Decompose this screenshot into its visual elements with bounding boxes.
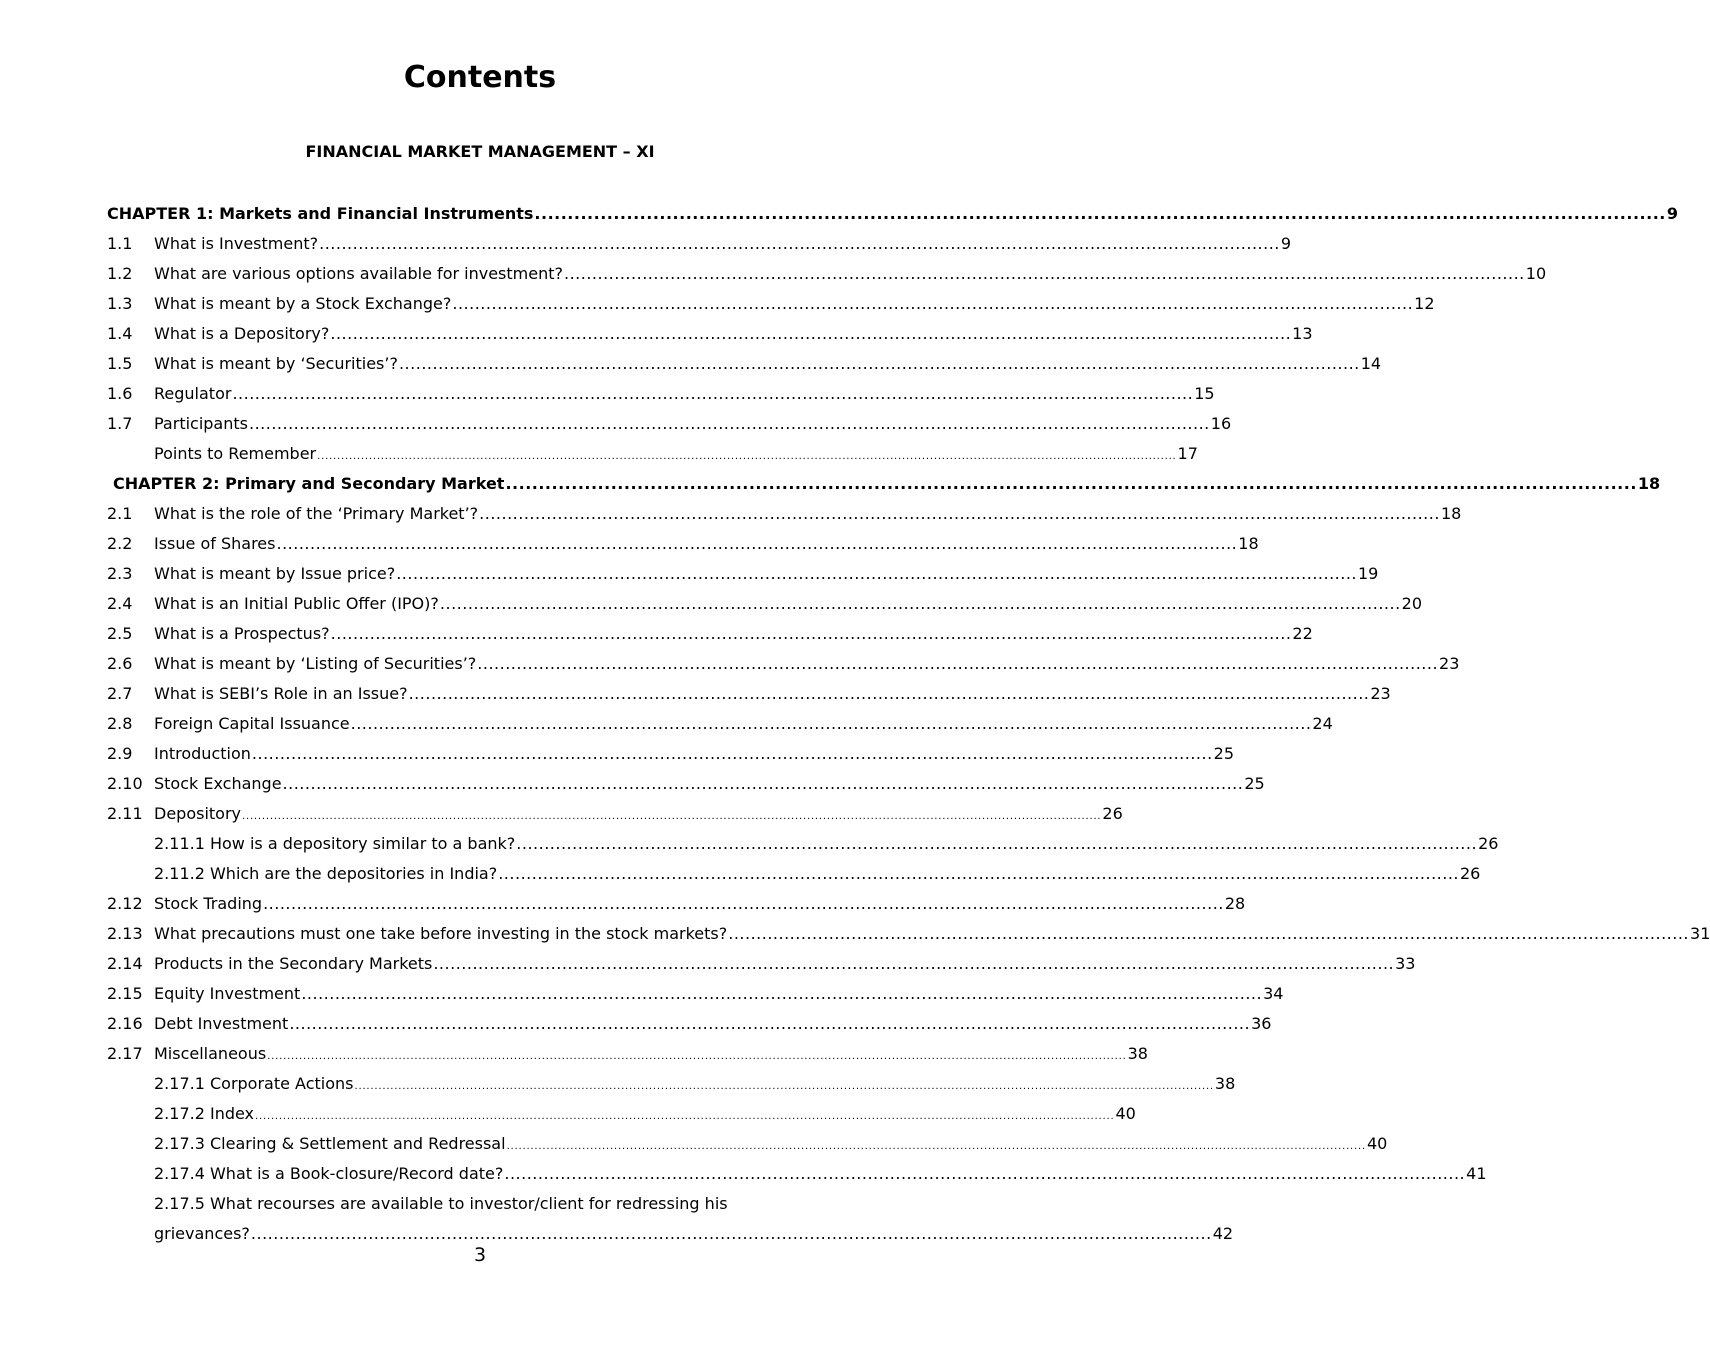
dot-leader: ............................................................................................................................................................................ — [282, 774, 1244, 793]
item-number: 2.10 — [107, 774, 143, 793]
page-number: 23 — [1439, 654, 1460, 673]
item-title: What is the role of the ‘Primary Market’? — [154, 504, 479, 523]
item-title: What is an Initial Public Offer (IPO)? — [154, 594, 439, 613]
item-title: 2.17.1 Corporate Actions — [154, 1074, 354, 1093]
page-number: 14 — [1360, 354, 1382, 373]
page-number: 17 — [1177, 444, 1198, 463]
item-number: 2.3 — [107, 564, 133, 583]
item-title: Regulator — [154, 384, 232, 403]
page-number: 31 — [1690, 924, 1710, 943]
page-number: 33 — [1395, 954, 1416, 973]
page-number: 28 — [1224, 894, 1246, 913]
toc-item-first-line[interactable]: 2.17.5 What recourses are available to investor/client for redressing his — [154, 1194, 728, 1213]
chapter-label: CHAPTER 1: Markets and Financial Instruments — [107, 204, 534, 223]
item-title: Depository — [154, 804, 241, 823]
page-number: 18 — [1637, 474, 1661, 493]
toc-item[interactable] — [107, 769, 1265, 799]
dot-leader: ............................................................................................................................................................................ — [263, 894, 1224, 913]
item-number: 1.3 — [107, 294, 133, 313]
dot-leader: ............................................................................................................................................................................ — [516, 834, 1478, 853]
toc-item[interactable] — [107, 919, 1710, 949]
dot-leader: ............................................................................................................................................................................ — [433, 954, 1395, 973]
page-number: 20 — [1401, 594, 1423, 613]
dot-leader: ............................................................................................................................................................................ — [408, 684, 1370, 703]
page-number: 22 — [1292, 624, 1313, 643]
item-title: What is meant by ‘Listing of Securities’? — [154, 654, 477, 673]
item-title: What is a Depository? — [154, 324, 330, 343]
dot-leader: ........................................................................................................................................................................................................................ — [242, 811, 1102, 822]
item-title: What are various options available for investment? — [154, 264, 563, 283]
page-number: 12 — [1414, 294, 1435, 313]
page-number: 25 — [1244, 774, 1265, 793]
item-number: 2.5 — [107, 624, 133, 643]
page-number: 36 — [1251, 1014, 1272, 1033]
item-number: 1.6 — [107, 384, 133, 403]
item-number: 2.11 — [107, 804, 143, 823]
dot-leader: ............................................................................................................................................................................ — [250, 1224, 1212, 1243]
page-number: 38 — [1214, 1074, 1236, 1093]
dot-leader: ............................................................................................................................................................................ — [479, 504, 1440, 523]
page-title: Contents — [403, 60, 557, 95]
page-number: 13 — [1292, 324, 1313, 343]
page-number: 23 — [1370, 684, 1391, 703]
dot-leader: ............................................................................................................................................................................ — [301, 984, 1263, 1003]
item-title: Debt Investment — [154, 1014, 289, 1033]
toc-item[interactable] — [107, 949, 1416, 979]
page-number: 26 — [1478, 834, 1499, 853]
item-title: 2.11.2 Which are the depositories in India? — [154, 864, 498, 883]
page-number: 19 — [1358, 564, 1379, 583]
toc-item[interactable] — [154, 1099, 1136, 1129]
item-title: What is meant by a Stock Exchange? — [154, 294, 452, 313]
page-footer-number: 3 — [473, 1244, 487, 1266]
dot-leader: ............................................................................................................................................................................ — [498, 864, 1459, 883]
toc-item[interactable] — [154, 1159, 1487, 1189]
page-number: 24 — [1312, 714, 1333, 733]
item-number: 1.1 — [107, 234, 133, 253]
dot-leader: ........................................................................................................................................................................................................................ — [354, 1081, 1214, 1092]
toc-item[interactable] — [107, 259, 1547, 289]
toc-item[interactable] — [107, 619, 1313, 649]
item-number: 1.4 — [107, 324, 133, 343]
page-number: 38 — [1127, 1044, 1148, 1063]
item-number: 2.13 — [107, 924, 143, 943]
item-number: 1.7 — [107, 414, 133, 433]
toc-item[interactable] — [107, 1009, 1272, 1039]
toc-item[interactable] — [107, 349, 1382, 379]
item-number: 2.9 — [107, 744, 133, 763]
item-title: Stock Trading — [154, 894, 263, 913]
toc-item[interactable] — [107, 889, 1246, 919]
item-title: 2.11.1 How is a depository similar to a bank? — [154, 834, 516, 853]
dot-leader: ............................................................................................................................................................................ — [452, 294, 1414, 313]
toc-chapter-2[interactable] — [113, 469, 1661, 499]
dot-leader: ............................................................................................................................................................................ — [439, 594, 1401, 613]
item-number: 2.15 — [107, 984, 143, 1003]
toc-item[interactable] — [107, 289, 1435, 319]
dot-leader: ............................................................................................................................................................................ — [248, 414, 1210, 433]
toc-item[interactable] — [107, 1039, 1148, 1069]
toc-item[interactable] — [107, 379, 1215, 409]
page-number: 10 — [1525, 264, 1547, 283]
toc-item[interactable] — [107, 679, 1391, 709]
toc-chapter-1[interactable] — [107, 199, 1678, 229]
toc-item[interactable] — [107, 319, 1313, 349]
toc-item[interactable] — [107, 979, 1284, 1009]
dot-leader: ............................................................................................................................................................................ — [396, 564, 1357, 583]
item-number: 1.2 — [107, 264, 133, 283]
item-title: grievances? — [154, 1224, 250, 1243]
page-number: 40 — [1366, 1134, 1388, 1153]
item-number: 2.8 — [107, 714, 133, 733]
item-title: What is Investment? — [154, 234, 319, 253]
item-title: Participants — [154, 414, 248, 433]
item-number: 2.12 — [107, 894, 143, 913]
item-title: Issue of Shares — [154, 534, 276, 553]
toc-item[interactable] — [107, 439, 1198, 469]
dot-leader: ............................................................................................................................................................................ — [477, 654, 1439, 673]
toc-item[interactable] — [154, 1069, 1236, 1099]
dot-leader: ............................................................................................................................................................................ — [398, 354, 1360, 373]
page-number: 15 — [1194, 384, 1215, 403]
toc-item[interactable] — [107, 589, 1423, 619]
dot-leader: ........................................................................................................................................................................................................................ — [317, 451, 1177, 462]
toc-item[interactable] — [107, 499, 1462, 529]
dot-leader: ............................................................................................................................................................................ — [505, 474, 1637, 493]
dot-leader: ............................................................................................................................................................................ — [563, 264, 1525, 283]
item-title: Miscellaneous — [154, 1044, 267, 1063]
page-number: 18 — [1238, 534, 1259, 553]
toc-item[interactable] — [107, 709, 1333, 739]
page-number: 34 — [1263, 984, 1284, 1003]
page-number: 9 — [1280, 234, 1292, 253]
item-number: 2.17 — [107, 1044, 143, 1063]
item-title: What is meant by ‘Securities’? — [154, 354, 398, 373]
item-title: Products in the Secondary Markets — [154, 954, 433, 973]
page-number: 41 — [1466, 1164, 1487, 1183]
item-number: 2.7 — [107, 684, 133, 703]
toc-item[interactable] — [107, 529, 1259, 559]
dot-leader: ............................................................................................................................................................................ — [276, 534, 1238, 553]
item-title: Introduction — [154, 744, 251, 763]
toc-item[interactable] — [154, 829, 1499, 859]
toc-item[interactable] — [107, 799, 1123, 829]
dot-leader: ............................................................................................................................................................................ — [350, 714, 1312, 733]
toc-item[interactable] — [107, 229, 1292, 259]
item-title: Points to Remember — [154, 444, 317, 463]
page-number: 18 — [1440, 504, 1462, 523]
page-number: 16 — [1210, 414, 1232, 433]
dot-leader: ............................................................................................................................................................................ — [330, 624, 1292, 643]
item-title: What is SEBI’s Role in an Issue? — [154, 684, 408, 703]
toc-item[interactable] — [154, 859, 1481, 889]
item-title: Stock Exchange — [154, 774, 282, 793]
item-title: 2.17.4 What is a Book-closure/Record date? — [154, 1164, 504, 1183]
dot-leader: ............................................................................................................................................................................ — [319, 234, 1280, 253]
item-number: 2.2 — [107, 534, 133, 553]
dot-leader: ............................................................................................................................................................................ — [330, 324, 1292, 343]
toc-item[interactable] — [107, 649, 1460, 679]
page-number: 26 — [1102, 804, 1123, 823]
chapter-label: CHAPTER 2: Primary and Secondary Market — [113, 474, 505, 493]
dot-leader: ........................................................................................................................................................................................................................ — [255, 1111, 1115, 1122]
dot-leader: ........................................................................................................................................................................................................................ — [267, 1051, 1127, 1062]
dot-leader: ............................................................................................................................................................................ — [232, 384, 1194, 403]
page-number: 40 — [1115, 1104, 1136, 1123]
dot-leader: ............................................................................................................................................................................ — [251, 744, 1213, 763]
toc-item[interactable] — [107, 559, 1379, 589]
dot-leader: ............................................................................................................................................................................ — [534, 204, 1666, 223]
item-title: 2.17.2 Index — [154, 1104, 255, 1123]
dot-leader: ............................................................................................................................................................................ — [728, 924, 1690, 943]
page-number: 9 — [1666, 204, 1678, 223]
item-number: 2.1 — [107, 504, 133, 523]
item-number: 2.16 — [107, 1014, 143, 1033]
item-number: 1.5 — [107, 354, 133, 373]
item-title: Foreign Capital Issuance — [154, 714, 350, 733]
page-number: 25 — [1213, 744, 1235, 763]
toc-item[interactable] — [107, 409, 1232, 439]
item-title: What is a Prospectus? — [154, 624, 330, 643]
book-subtitle: FINANCIAL MARKET MANAGEMENT – XI — [305, 142, 655, 161]
item-number: 2.4 — [107, 594, 133, 613]
page-number: 26 — [1460, 864, 1481, 883]
item-title: What precautions must one take before investing in the stock markets? — [154, 924, 728, 943]
toc-item[interactable] — [154, 1129, 1388, 1159]
item-number: 2.14 — [107, 954, 143, 973]
dot-leader: ........................................................................................................................................................................................................................ — [506, 1141, 1366, 1152]
item-title: What is meant by Issue price? — [154, 564, 396, 583]
page-number: 42 — [1212, 1224, 1234, 1243]
toc-item[interactable] — [107, 739, 1235, 769]
item-title: Equity Investment — [154, 984, 301, 1003]
item-title: 2.17.3 Clearing & Settlement and Redressal — [154, 1134, 506, 1153]
item-number: 2.6 — [107, 654, 133, 673]
dot-leader: ............................................................................................................................................................................ — [504, 1164, 1466, 1183]
dot-leader: ............................................................................................................................................................................ — [289, 1014, 1251, 1033]
